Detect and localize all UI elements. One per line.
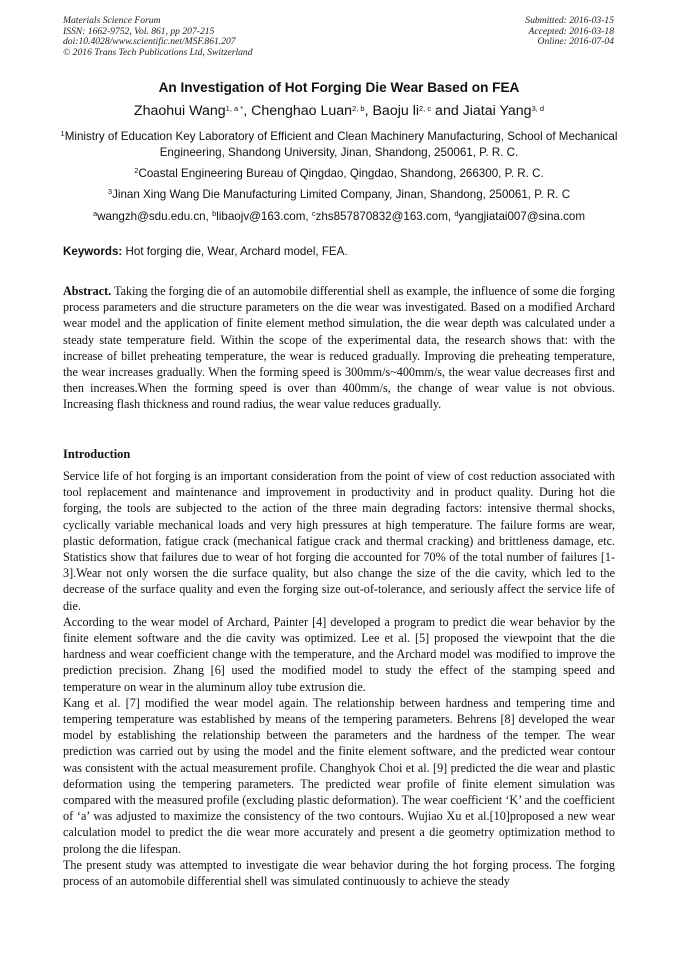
issn-line: ISSN: 1662-9752, Vol. 861, pp 207-215 bbox=[63, 25, 215, 37]
journal-name: Materials Science Forum bbox=[63, 15, 161, 26]
keywords-text: Hot forging die, Wear, Archard model, FEA. bbox=[125, 245, 348, 258]
affiliation-1 bbox=[60, 129, 618, 161]
email-address: yangjiatai007@sina.com bbox=[458, 210, 585, 223]
abstract bbox=[63, 283, 615, 413]
paper-title: An Investigation of Hot Forging Die Wear Based on FEA bbox=[158, 80, 520, 95]
accepted-date: Accepted: 2016-03-18 bbox=[528, 25, 614, 37]
author-marker: 3, d bbox=[531, 104, 545, 113]
email-address: wangzh@sdu.edu.cn, bbox=[97, 210, 209, 223]
affiliation-marker: 3 bbox=[107, 187, 113, 196]
affiliation-text: Ministry of Education Key Laboratory of Efficient and Clean Machinery Manufacturing, School of Mechanical Engineering, Shandong University, Jinan, Shandong, 250061, P. R. C. bbox=[64, 130, 618, 159]
email-marker: a bbox=[92, 209, 98, 218]
email-address: libaojv@163.com, bbox=[216, 210, 309, 223]
affiliation-2 bbox=[60, 166, 618, 182]
keywords bbox=[63, 245, 348, 258]
paragraph: According to the wear model of Archard, Painter [4] developed a program to predict die wear behavior by the finite element software and the die cavity was optimized. Lee et al. [5] proposed the viewpoint that the die hardness and wear coefficient change with the temperature, and the Archard model was modified to improve the prediction precision. Zhang [6] used the modified model to study the effect of the stamping speed and temperature on wear in the aluminum alloy tube extrusion die. bbox=[63, 614, 615, 694]
submission-dates bbox=[525, 16, 614, 48]
paragraph: The present study was attempted to investigate die wear behavior during the hot forging process. The forging process of an automobile differential shell was simulated continuously to achieve the steady bbox=[63, 857, 615, 889]
author-list: Zhaohui Wang$^{1, a *}$, Chenghao Luan$^{2, b}$, Baoju li$^{2, c}$ and Jiatai Yang$^{3, d}$ bbox=[133, 103, 545, 119]
email-list bbox=[60, 209, 618, 225]
introduction-body bbox=[63, 468, 615, 889]
doi-line: doi:10.4028/www.scientific.net/MSF.861.207 bbox=[63, 36, 236, 48]
online-date: Online: 2016-07-04 bbox=[537, 36, 614, 48]
affiliation-text: Coastal Engineering Bureau of Qingdao, Qingdao, Shandong, 266300, P. R. C. bbox=[138, 167, 544, 180]
email-marker: d bbox=[454, 209, 459, 218]
paragraph: Service life of hot forging is an important consideration from the point of view of cost reduction associated with tool replacement and maintenance and improvement in productivity and in product quality. During hot die forging, the tools are subjected to the action of the three main degrading factors: intensive thermal shocks, cyclically variable mechanical loads and very high pressures at high temperature. The failure forms are wear, plastic deformation, fatigue crack (mechanical fatigue crack and thermal cracking) and brittleness damage, etc. Statistics show that failures due to wear of hot forging die accounted for 70% of the total number of failures [1-3].Wear not only worsen the die surface quality, but also change the size of the die cavity, which led to the decrease of the surface quality and even the forging size out-of-tolerance, and seriously affect the service life of die. bbox=[63, 469, 615, 613]
submitted-date: Submitted: 2016-03-15 bbox=[525, 15, 614, 26]
abstract-label: Abstract. bbox=[63, 284, 112, 298]
email-marker: b bbox=[212, 209, 217, 218]
paragraph: Kang et al. [7] modified the wear model again. The relationship between hardness and tempering time and tempering temperature was established by means of the tempering parameters. Behrens [8] developed the wear model by establishing the relationship between the parameters and the hardness of the temper. The wear prediction was carried out by using the model and the finite element software, and the predicted wear contour was consistent with the actual measurement profile. Changhyok Choi et al. [9] predicted the die wear and plastic deformation using the tempering parameters. The predicted wear profile of finite element simulation was compared with the measured profile (excluding plastic deformation). The wear coefficient ‘K’ and the coefficient of ‘a’ was adjusted to maximize the consistency of the two contours. Wujiao Xu et al.[10]proposed a new wear calculation model to predict the die wear more accurately and present a die geometry optimization method to prolong the die lifespan. bbox=[63, 695, 615, 856]
author-marker: 2, b bbox=[352, 104, 365, 113]
author-marker: 2, c bbox=[419, 104, 432, 113]
abstract-paragraph bbox=[63, 283, 615, 413]
email-address: zhs857870832@163.com, bbox=[315, 210, 452, 223]
section-heading: Introduction bbox=[63, 447, 131, 461]
abstract-text: Taking the forging die of an automobile differential shell as example, the influence of some die forging process parameters and die structure parameters on the die wear was investigated. Based on a modified Archard wear model and the application of finite element method simulation, the die wear depth was calculated under a steady state temperature field. Within the scope of the experimental data, the research shows that: with the increase of billet preheating temperature, the wear is reduced gradually. Improving die preheating temperature, the wear increases gradually. When the forming speed is 300mm/s~400mm/s, the wear value decreases first and then increases.When the forming speed is over than 400mm/s, the change of wear value is not obvious. Increasing flash thickness and round radius, the wear value reduces gradually. bbox=[63, 284, 615, 412]
affiliation-marker: 2 bbox=[134, 166, 139, 175]
affiliation-3 bbox=[60, 187, 618, 203]
author-name: Baoju li bbox=[372, 103, 420, 119]
copyright-line: © 2016 Trans Tech Publications Ltd, Switzerland bbox=[63, 46, 253, 58]
affiliation-text: Jinan Xing Wang Die Manufacturing Limited Company, Jinan, Shandong, 250061, P. R. C bbox=[112, 188, 571, 201]
keywords-label: Keywords: bbox=[63, 245, 123, 258]
affiliation-marker: 1 bbox=[60, 129, 65, 138]
author-name: Jiatai Yang bbox=[462, 103, 532, 119]
author-name: Chenghao Luan bbox=[251, 103, 353, 119]
journal-info bbox=[63, 16, 253, 58]
email-marker: c bbox=[311, 209, 316, 218]
author-marker: 1, a * bbox=[225, 104, 244, 113]
author-name: Zhaohui Wang bbox=[133, 103, 226, 119]
